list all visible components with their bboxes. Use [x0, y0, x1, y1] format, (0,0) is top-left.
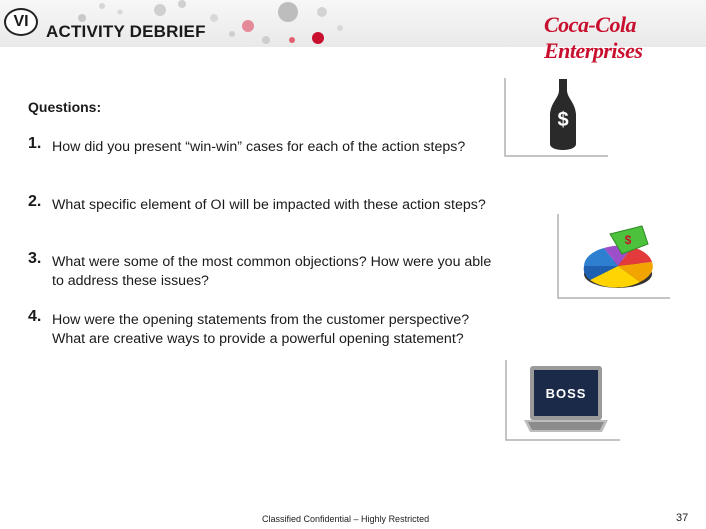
question-item-4 [28, 308, 498, 349]
page-number: 37 [676, 512, 689, 524]
question-item-2 [28, 193, 498, 215]
bottle-dollar-symbol: $ [557, 109, 569, 131]
question-text: How were the opening statements from the customer perspective? What are creative ways to provide a powerful opening statement? [52, 312, 470, 347]
question-text: What were some of the most common objections? How were you able to address these issues? [52, 254, 492, 289]
question-number: 2. [28, 193, 42, 210]
bottle-dollar-illustration [504, 74, 610, 160]
laptop-boss-illustration [504, 356, 622, 446]
coca-cola-enterprises-logo: Coca-Cola Enterprises [544, 12, 643, 63]
pie-dollar-symbol: $ [624, 233, 632, 247]
question-number: 1. [28, 135, 42, 152]
question-item-1 [28, 135, 498, 157]
question-text: How did you present “win-win” cases for each of the action steps? [52, 139, 466, 155]
questions-heading: Questions: [28, 99, 102, 115]
footer-classification: Classified Confidential – Highly Restricted [262, 514, 430, 524]
question-number: 4. [28, 308, 42, 325]
question-item-3 [28, 250, 498, 291]
section-number-badge: VI [4, 8, 38, 36]
question-number: 3. [28, 250, 42, 267]
slide-title: ACTIVITY DEBRIEF [46, 22, 206, 41]
laptop-screen-text: BOSS [545, 386, 587, 401]
question-text: What specific element of OI will be impacted with these action steps? [52, 197, 486, 213]
pie-chart-illustration [556, 210, 672, 302]
